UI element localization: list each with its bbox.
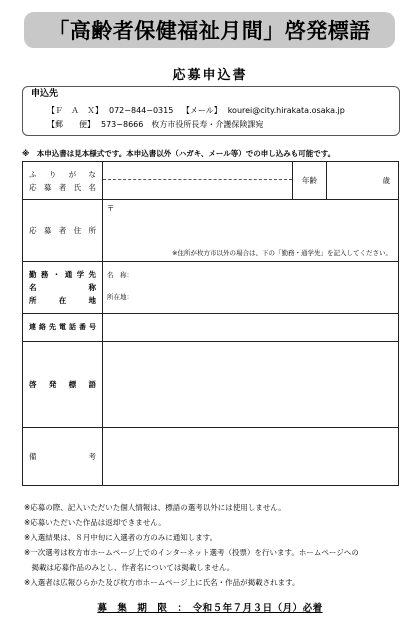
note-item: ※応募の際、記入いただいた個人情報は、標語の選考以外には使用しません。 [24,503,286,512]
row-name [23,162,399,200]
workplace-input-cell[interactable] [103,262,399,314]
fax-value: 072−844−0315 [109,106,174,115]
workplace-name-field: 名 称： [107,271,133,279]
fax-label: 【Ｆ Ａ Ｘ】 [47,106,103,115]
address-note: ※住所が枚方市以外の場合は、下の「勤務・通学先」を記入してください。 [172,249,392,257]
phone-label: 連絡先電話番号 [23,314,103,342]
mail-label: 【メール】 [181,106,222,115]
contact-box [22,86,400,136]
note-item: ※入選者は広報ひらかた及び枚方市ホームページ上に氏名・作品が掲載されます。 [24,578,300,587]
note-item: 掲載は応募作品のみとし、作者名については掲載しません。 [24,563,235,572]
remarks-label: 備 考 [23,428,103,486]
age-input-cell[interactable]: 歳 [327,162,399,200]
row-remarks [23,428,399,486]
name-label-cell [23,162,103,200]
slogan-input-cell[interactable] [103,342,399,428]
form-note: ※ 本申込書は見本様式です。本申込書以外（ハガキ、メール等）での申し込みも可能です。 [22,149,336,158]
remarks-input-cell[interactable] [103,428,399,486]
row-phone [23,314,399,342]
postal-mark: 〒 [107,204,115,213]
notes-list [24,500,404,590]
note-item: ※一次選考は枚方市ホームページ上でのインターネット選考（投票）を行います。ホームページへの [24,548,359,557]
post-label: 【郵 便】 [47,120,95,129]
mail-value[interactable]: kourei@city.hirakata.osaka.jp [227,106,345,115]
application-form-table [22,161,399,486]
slogan-label: 啓発標語 [23,342,103,428]
address-label: 応募者住所 [23,200,103,262]
contact-line-post [47,119,269,130]
furigana-label: ふりがな [29,169,96,179]
workplace-address-field: 所在地： [107,293,133,301]
row-address [23,200,399,262]
furigana-divider [103,179,292,180]
contact-heading: 申込先 [31,89,59,99]
post-value: 573−8666 枚方市役所長寿・介護保険課宛 [101,120,264,129]
age-label: 年齢 [293,162,327,200]
page-title: 「高齢者保健福祉月間」啓発標語 [24,12,395,48]
contact-line-fax-mail [47,105,351,116]
name-input-cell[interactable] [103,162,293,200]
workplace-name-label: 名 称 [29,283,96,292]
deadline: 募 集 期 限 ： 令和５年７月３日（月）必着 [97,603,323,614]
workplace-label: 勤務・通学先 [29,270,96,279]
row-workplace [23,262,399,314]
phone-input-cell[interactable] [103,314,399,342]
row-slogan [23,342,399,428]
workplace-label-cell [23,262,103,314]
name-label: 応募者氏名 [29,182,96,192]
address-input-cell[interactable] [103,200,399,262]
note-item: ※入選結果は、８月中旬に入選者の方のみに通知します。 [24,533,218,542]
workplace-address-label: 所 在 地 [29,296,96,305]
form-subtitle: 応募申込書 [172,68,248,83]
note-item: ※応募いただいた作品は返却できません。 [24,518,166,527]
